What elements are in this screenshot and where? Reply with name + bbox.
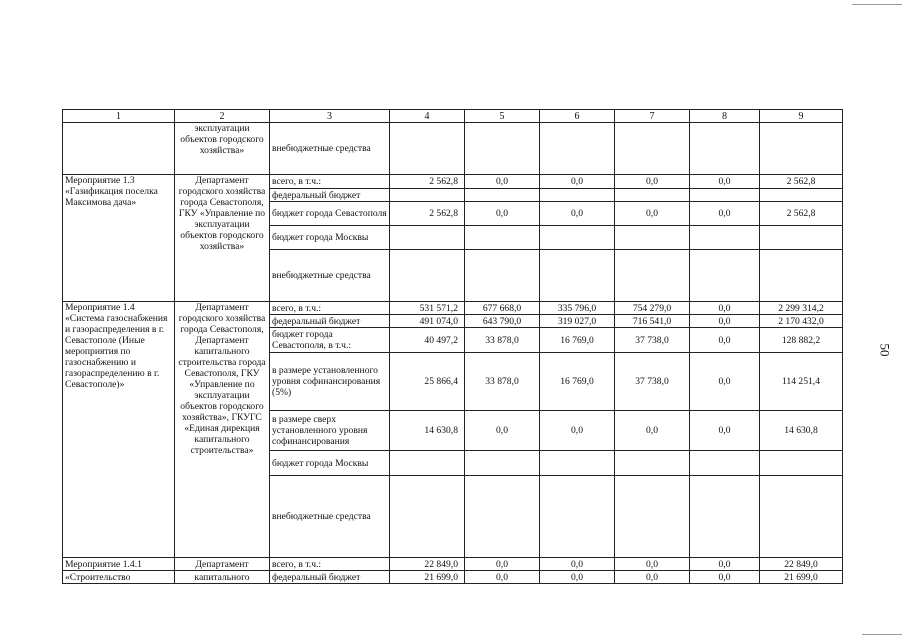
value-cell: 2 562,8 [390, 175, 465, 189]
value-cell [690, 476, 760, 558]
value-cell [540, 189, 615, 202]
value-cell: 0,0 [465, 571, 540, 584]
value-cell [690, 189, 760, 202]
funding-source-cell: бюджет города Москвы [270, 451, 390, 476]
scan-edge-mark [862, 634, 902, 635]
value-cell: 0,0 [465, 411, 540, 451]
header-cell: 1 [63, 110, 175, 123]
value-cell: 0,0 [690, 175, 760, 189]
value-cell: 643 790,0 [465, 315, 540, 328]
value-cell [760, 451, 843, 476]
value-cell [615, 476, 690, 558]
funding-source-cell: федеральный бюджет [270, 315, 390, 328]
table-cell [465, 123, 540, 175]
value-cell: 0,0 [690, 328, 760, 353]
value-cell: 0,0 [690, 302, 760, 315]
funding-source-cell: всего, в т.ч.: [270, 558, 390, 571]
value-cell: 335 796,0 [540, 302, 615, 315]
funding-source-cell: всего, в т.ч.: [270, 302, 390, 315]
table-row [63, 123, 843, 175]
value-cell [465, 250, 540, 302]
measure-name-cell: Мероприятие 1.4 «Система газоснабжения и газораспределения в г. Севастополе (Иные мероприятия по газоснабжению и газораспределению в г. Севастополе)» [63, 302, 175, 558]
value-cell: 40 497,2 [390, 328, 465, 353]
value-cell: 114 251,4 [760, 353, 843, 411]
funding-source-cell: бюджет города Москвы [270, 226, 390, 250]
value-cell [390, 451, 465, 476]
funding-source-cell: бюджет города Севастополя, в т.ч.: [270, 328, 390, 353]
value-cell: 531 571,2 [390, 302, 465, 315]
header-cell: 9 [760, 110, 843, 123]
value-cell [390, 250, 465, 302]
value-cell: 0,0 [465, 558, 540, 571]
value-cell [540, 226, 615, 250]
value-cell: 22 849,0 [760, 558, 843, 571]
budget-table [62, 109, 843, 584]
header-cell: 5 [465, 110, 540, 123]
value-cell: 128 882,2 [760, 328, 843, 353]
value-cell: 0,0 [615, 202, 690, 226]
value-cell: 2 170 432,0 [760, 315, 843, 328]
value-cell: 0,0 [615, 411, 690, 451]
funding-source-cell: всего, в т.ч.: [270, 175, 390, 189]
value-cell [465, 451, 540, 476]
value-cell: 677 668,0 [465, 302, 540, 315]
value-cell: 37 738,0 [615, 328, 690, 353]
value-cell [465, 226, 540, 250]
value-cell [690, 226, 760, 250]
value-cell: 25 866,4 [390, 353, 465, 411]
header-cell: 8 [690, 110, 760, 123]
table-row [63, 175, 843, 189]
value-cell: 21 699,0 [390, 571, 465, 584]
header-cell: 7 [615, 110, 690, 123]
value-cell: 0,0 [540, 558, 615, 571]
table-row [63, 558, 843, 571]
value-cell: 2 299 314,2 [760, 302, 843, 315]
value-cell: 14 630,8 [760, 411, 843, 451]
value-cell: 0,0 [615, 571, 690, 584]
value-cell: 16 769,0 [540, 328, 615, 353]
table-cell [540, 123, 615, 175]
value-cell [760, 226, 843, 250]
funding-source-cell: в размере сверх установленного уровня софинансирования [270, 411, 390, 451]
table-row [63, 302, 843, 315]
value-cell: 754 279,0 [615, 302, 690, 315]
scan-edge-mark [852, 4, 902, 5]
value-cell: 0,0 [690, 571, 760, 584]
value-cell: 33 878,0 [465, 353, 540, 411]
responsible-cell: Департамент городского хозяйства города Севастополя, Департамент капитального строительства города Севастополя, ГКУ «Управление по эксплуатации объектов городского хозяйства», ГКУГС «Единая дирекция капитального строительства» [175, 302, 270, 558]
value-cell: 0,0 [540, 202, 615, 226]
value-cell [615, 250, 690, 302]
value-cell: 491 074,0 [390, 315, 465, 328]
responsible-cell: Департамент городского хозяйства города Севастополя, ГКУ «Управление по эксплуатации объектов городского хозяйства» [175, 175, 270, 302]
value-cell [540, 451, 615, 476]
value-cell: 716 541,0 [615, 315, 690, 328]
responsible-cell: Департамент [175, 558, 270, 571]
value-cell: 14 630,8 [390, 411, 465, 451]
budget-table-container [62, 109, 842, 584]
funding-source-cell: внебюджетные средства [270, 250, 390, 302]
value-cell: 0,0 [615, 175, 690, 189]
measure-name-cell: «Строительство [63, 571, 175, 584]
funding-source-cell: внебюджетные средства [270, 476, 390, 558]
value-cell: 0,0 [540, 175, 615, 189]
value-cell: 0,0 [465, 175, 540, 189]
value-cell: 16 769,0 [540, 353, 615, 411]
value-cell [390, 226, 465, 250]
value-cell: 0,0 [690, 411, 760, 451]
measure-name-cell: Мероприятие 1.3 «Газификация поселка Максимова дача» [63, 175, 175, 302]
value-cell [615, 451, 690, 476]
table-cell [63, 123, 175, 175]
value-cell [540, 250, 615, 302]
value-cell: 0,0 [465, 202, 540, 226]
value-cell: 0,0 [690, 353, 760, 411]
measure-name-cell: Мероприятие 1.4.1 [63, 558, 175, 571]
value-cell [540, 476, 615, 558]
value-cell [465, 189, 540, 202]
table-cell [390, 123, 465, 175]
table-row [63, 571, 843, 584]
value-cell: 0,0 [690, 558, 760, 571]
value-cell: 21 699,0 [760, 571, 843, 584]
page-number: 50 [877, 343, 893, 357]
funding-source-cell: федеральный бюджет [270, 571, 390, 584]
value-cell [390, 476, 465, 558]
value-cell [690, 250, 760, 302]
value-cell: 0,0 [540, 411, 615, 451]
funding-source-cell: внебюджетные средства [270, 123, 390, 175]
table-cell [690, 123, 760, 175]
funding-source-cell: бюджет города Севастополя [270, 202, 390, 226]
value-cell: 319 027,0 [540, 315, 615, 328]
funding-source-cell: в размере установленного уровня софинансирования (5%) [270, 353, 390, 411]
value-cell [615, 189, 690, 202]
value-cell: 0,0 [690, 315, 760, 328]
value-cell [690, 451, 760, 476]
header-cell: 6 [540, 110, 615, 123]
value-cell: 0,0 [615, 558, 690, 571]
value-cell: 0,0 [690, 202, 760, 226]
value-cell: 33 878,0 [465, 328, 540, 353]
value-cell: 2 562,8 [390, 202, 465, 226]
value-cell: 2 562,8 [760, 175, 843, 189]
value-cell: 22 849,0 [390, 558, 465, 571]
value-cell [390, 189, 465, 202]
funding-source-cell: федеральный бюджет [270, 189, 390, 202]
header-cell: 4 [390, 110, 465, 123]
value-cell [760, 250, 843, 302]
responsible-cell: эксплуатации объектов городского хозяйства» [175, 123, 270, 175]
value-cell: 2 562,8 [760, 202, 843, 226]
table-cell [760, 123, 843, 175]
value-cell: 0,0 [540, 571, 615, 584]
header-cell: 3 [270, 110, 390, 123]
header-row [63, 110, 843, 123]
responsible-cell: капитального [175, 571, 270, 584]
value-cell [615, 226, 690, 250]
value-cell [465, 476, 540, 558]
header-cell: 2 [175, 110, 270, 123]
value-cell [760, 476, 843, 558]
value-cell: 37 738,0 [615, 353, 690, 411]
table-cell [615, 123, 690, 175]
value-cell [760, 189, 843, 202]
